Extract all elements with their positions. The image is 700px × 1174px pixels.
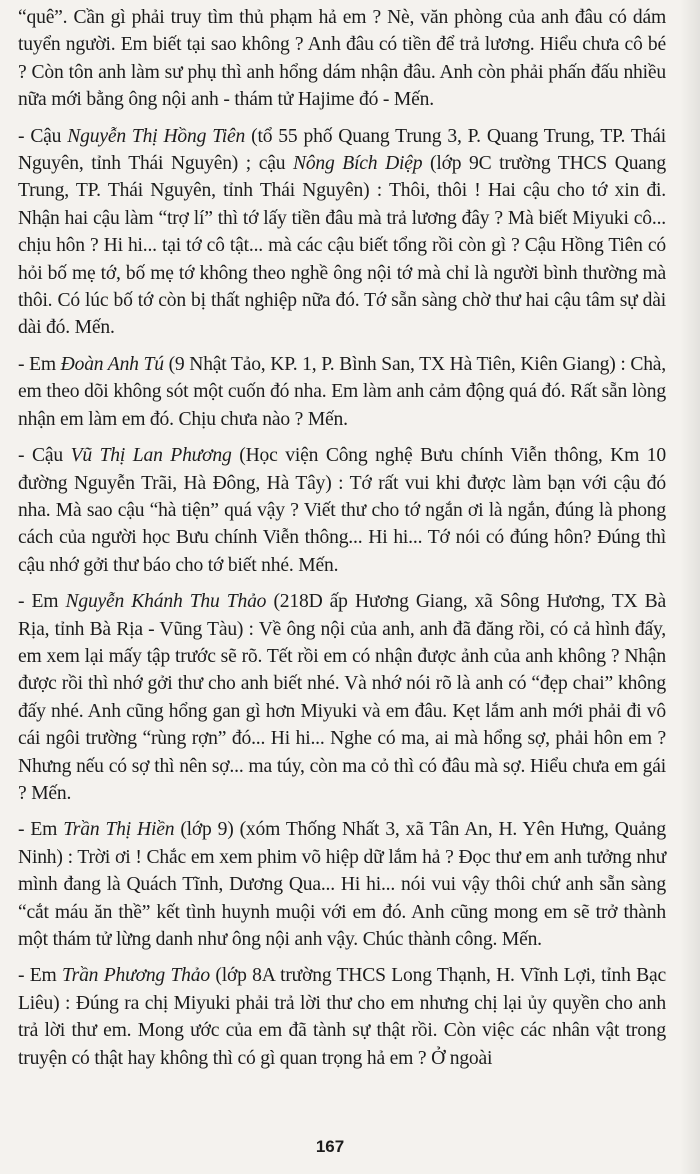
- paragraph-6: [18, 816, 666, 953]
- reader-name: Nguyễn Thị Hồng Tiên: [67, 125, 246, 147]
- paragraph-5: [18, 588, 666, 807]
- paragraph-text-2: (lớp 9C trường THCS Quang Trung, TP. Thái Nguyên, tỉnh Thái Nguyên) : Thôi, thôi ! Hai cậu cho tớ xin đi. Nhận hai cậu làm “trợ lí” thì tớ lấy tiền đâu mà trả lương đây ? Mà biết Miyuki cô... chịu hôn ? Hi hi... tại tớ cô tật... mà các cậu biết tổng rồi còn gì ? Cậu Hồng Tiên có hỏi bố mẹ tớ, bố mẹ tớ không theo nghề ông nội tớ mà chỉ là người bình thường mà thôi. Có lúc bố tớ còn bị thất nghiệp nữa đó. Tớ sẵn sàng chờ thư hai cậu tâm sự dài dài đó. Mến.: [18, 153, 666, 339]
- reader-name: Trần Thị Hiền: [63, 819, 175, 841]
- reader-name: Đoàn Anh Tú: [60, 353, 164, 375]
- paragraph-text: (tổ 55 phố Quang Trung 3, P. Quang Trung, TP. Thái Nguyên, tỉnh Thái Nguyên) ; cậu: [18, 125, 666, 175]
- paragraph-text: (lớp 9) (xóm Thống Nhất 3, xã Tân An, H. Yên Hưng, Quảng Ninh) : Trời ơi ! Chắc em xem phim võ hiệp dữ lắm hả ? Đọc thư em anh tưởng như mình đang là Quách Tĩnh, Dương Qua... Hi hi... nói vui vậy thôi chứ anh sẵn sàng “cắt máu ăn thề” kết tình huynh muội với em đó. Anh cũng mong em sẽ trở thành một thám tử lừng danh như ông nội anh vậy. Chúc thành công. Mến.: [18, 819, 666, 950]
- paragraph-3: [18, 351, 666, 433]
- paragraph-lead: - Em: [18, 819, 64, 841]
- paragraph-1: [18, 4, 666, 114]
- paragraph-2: [18, 123, 666, 342]
- paragraph-text: “quê”. Cần gì phải truy tìm thủ phạm hả em ? Nè, văn phòng của anh đâu có dám tuyển người. Em biết tại sao không ? Anh đâu có tiền để trả lương. Hiểu chưa cô bé ? Còn tôn anh làm sư phụ thì anh hổng dám nhận đâu. Anh còn phải phấn đấu nhiều nữa mới bằng ông nội anh - thám tử Hajime đó - Mến.: [18, 7, 666, 111]
- paragraph-text: (218D ấp Hương Giang, xã Sông Hương, TX Bà Rịa, tỉnh Bà Rịa - Vũng Tàu) : Về ông nội của anh, anh đã đăng rồi, có cả hình đấy, em xem lại mấy tập trước sẽ rõ. Tết rồi em có nhận được ảnh của anh không ? Nhận được rồi thì nhớ gởi thư cho anh biết nhé. Và nhớ nói rõ là anh có “đẹp chai” không đấy nhé. Anh cũng hổng gan gì hơn Miyuki và em đâu. Kẹt lắm anh mới phải đi vô cái ngôi trường “rùng rợn” đó... Hi hi... Nghe có ma, ai mà hổng sợ, phải hôn em ? Nhưng nếu có sợ thì nên sợ... ma túy, còn ma cỏ thì có đâu mà sợ. Hiểu chưa em gái ? Mến.: [18, 591, 666, 804]
- page-edge-shadow: [680, 0, 700, 1174]
- paragraph-7: [18, 962, 666, 1072]
- paragraph-text: (9 Nhật Tảo, KP. 1, P. Bình San, TX Hà Tiên, Kiên Giang) : Chà, em theo dõi không sót một cuốn đó nha. Em làm anh cảm động quá đó. Rất sẵn lòng nhận em làm em đó. Chịu chưa nào ? Mến.: [18, 353, 667, 430]
- reader-name: Nguyễn Khánh Thu Thảo: [65, 591, 267, 613]
- reader-name-2: Nông Bích Diệp: [292, 153, 423, 175]
- paragraph-text: (Học viện Công nghệ Bưu chính Viễn thông, Km 10 đường Nguyễn Trãi, Hà Đông, Hà Tây) : Tớ rất vui khi được làm bạn với cậu đó nha. Mà sao cậu “hà tiện” quá vậy ? Viết thư cho tớ ngắn ơi là ngắn, đúng là phong cách của người học Bưu chính Viễn thông... Hi hi... Tớ nói có đúng hôn? Đúng thì cậu nhớ gởi thư báo cho tớ biết nhé. Mến.: [18, 445, 666, 576]
- page-number: 167: [315, 1137, 345, 1156]
- reader-name: Trần Phương Thảo: [62, 965, 210, 987]
- paragraph-text: (lớp 8A trường THCS Long Thạnh, H. Vĩnh Lợi, tỉnh Bạc Liêu) : Đúng ra chị Miyuki phải trả lời thư cho em nhưng chị lại ủy quyền cho anh trả lời thư em. Mong ước của em đã tành sự thật rồi. Còn việc các nhân vật trong truyện có thật hay không thì có gì quan trọng hả em ? Ở ngoài: [18, 965, 666, 1069]
- paragraph-lead: - Cậu: [18, 445, 71, 467]
- paragraph-lead: - Em: [18, 965, 63, 987]
- paragraph-4: [18, 442, 666, 579]
- text-column: [18, 4, 666, 1072]
- paragraph-lead: - Em: [18, 591, 66, 613]
- paragraph-lead: - Em: [18, 353, 61, 375]
- paragraph-lead: - Cậu: [18, 125, 68, 147]
- reader-name: Vũ Thị Lan Phương: [70, 445, 232, 467]
